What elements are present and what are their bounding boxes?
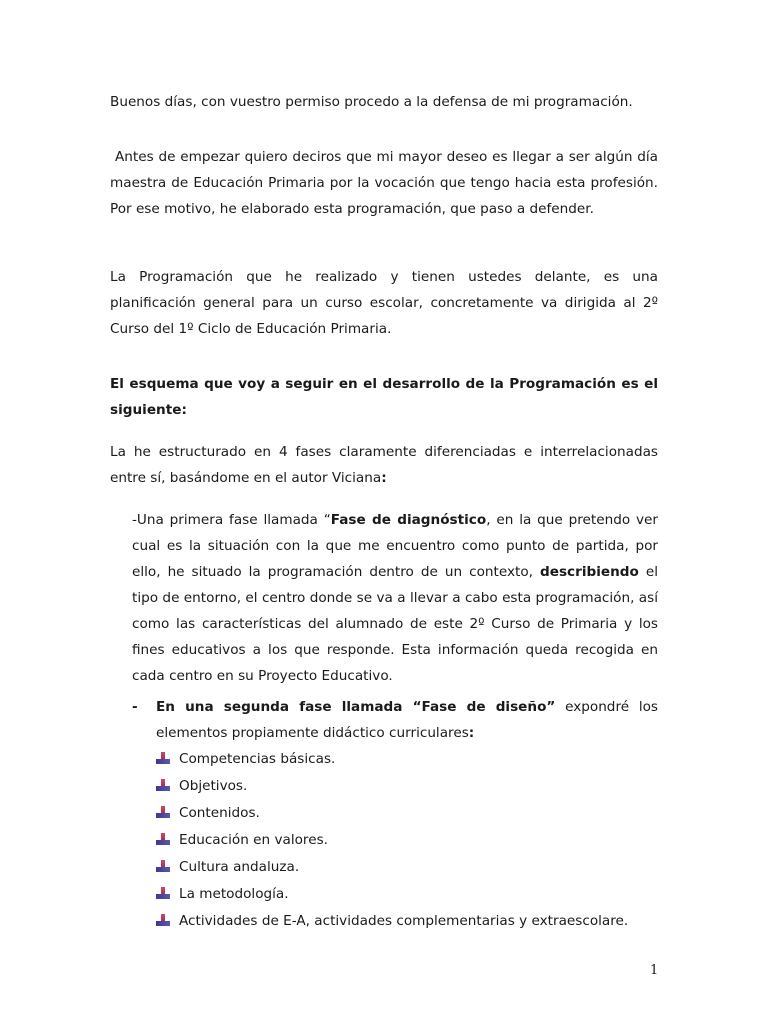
bookmark-bullet-icon — [156, 914, 170, 926]
page-number: 1 — [650, 963, 659, 978]
list-item-text: Contenidos. — [179, 805, 260, 821]
list-item-text: Educación en valores. — [179, 832, 328, 848]
bookmark-bullet-icon — [156, 833, 170, 845]
list-item — [156, 827, 628, 854]
bookmark-bullet-icon — [156, 752, 170, 764]
list-item — [156, 908, 628, 935]
design-dash: - — [132, 699, 138, 715]
programming-description-paragraph: La Programación que he realizado y tienen ustedes delante, es una planificación general para un curso escolar, concretamente va dirigida al 2º Curso del 1º Ciclo de Educación Primaria. — [110, 269, 658, 337]
intro-paragraph: Antes de empezar quiero deciros que mi mayor deseo es llegar a ser algún día maestra de Educación Primaria por la vocación que tengo hacia esta profesión. Por ese motivo, he elaborado esta programación, que paso a defender. — [110, 149, 658, 217]
list-item — [156, 800, 628, 827]
list-item-text: La metodología. — [179, 886, 289, 902]
bookmark-bullet-icon — [156, 887, 170, 899]
curricular-elements-list — [156, 746, 628, 935]
diagnosis-text-c: , en la que pretendo ver cual es la situación con la que me encuentro como punto de partida, por ello, he situado la programación dentro de un contexto, — [132, 512, 659, 580]
list-item-text: Actividades de E-A, actividades complementarias y extraescolare. — [179, 913, 629, 929]
list-item-text: Competencias básicas. — [179, 751, 336, 767]
scheme-heading-colon: : — [181, 402, 187, 418]
diagnosis-text-a: -Una primera fase llamada “ — [132, 512, 331, 528]
structure-colon: : — [381, 470, 387, 486]
scheme-heading-text: El esquema que voy a seguir en el desarrollo de la Programación es el siguiente — [110, 376, 658, 418]
design-phase-label: En una segunda fase llamada “Fase de diseño” — [156, 699, 556, 715]
design-colon: : — [468, 725, 475, 741]
list-item-text: Objetivos. — [179, 778, 248, 794]
structure-paragraph — [110, 439, 658, 491]
diagnosis-phase-paragraph — [132, 507, 658, 689]
bookmark-bullet-icon — [156, 860, 170, 872]
diagnosis-phase-label: Fase de diagnóstico — [330, 512, 487, 528]
scheme-heading — [110, 371, 658, 423]
list-item-text: Cultura andaluza. — [179, 859, 300, 875]
greeting-paragraph: Buenos días, con vuestro permiso procedo a la defensa de mi programación. — [110, 94, 633, 110]
design-text: expondré los elementos propiamente didáctico curriculares — [156, 699, 658, 741]
describing-keyword: describiendo — [540, 564, 639, 580]
list-item — [156, 773, 628, 800]
bookmark-bullet-icon — [156, 779, 170, 791]
bookmark-bullet-icon — [156, 806, 170, 818]
diagnosis-text-e: el tipo de entorno, el centro donde se va a llevar a cabo esta programación, así como las características del alumnado de este 2º Curso de Primaria y los fines educativos a los que responde. Esta información queda recogida en cada centro en su Proyecto Educativo. — [132, 564, 658, 684]
list-item — [156, 881, 628, 908]
list-item — [156, 854, 628, 881]
design-phase-paragraph — [132, 694, 658, 746]
list-item — [156, 746, 628, 773]
structure-text: La he estructurado en 4 fases claramente diferenciadas e interrelacionadas entre sí, basándome en el autor Viciana — [110, 444, 658, 486]
